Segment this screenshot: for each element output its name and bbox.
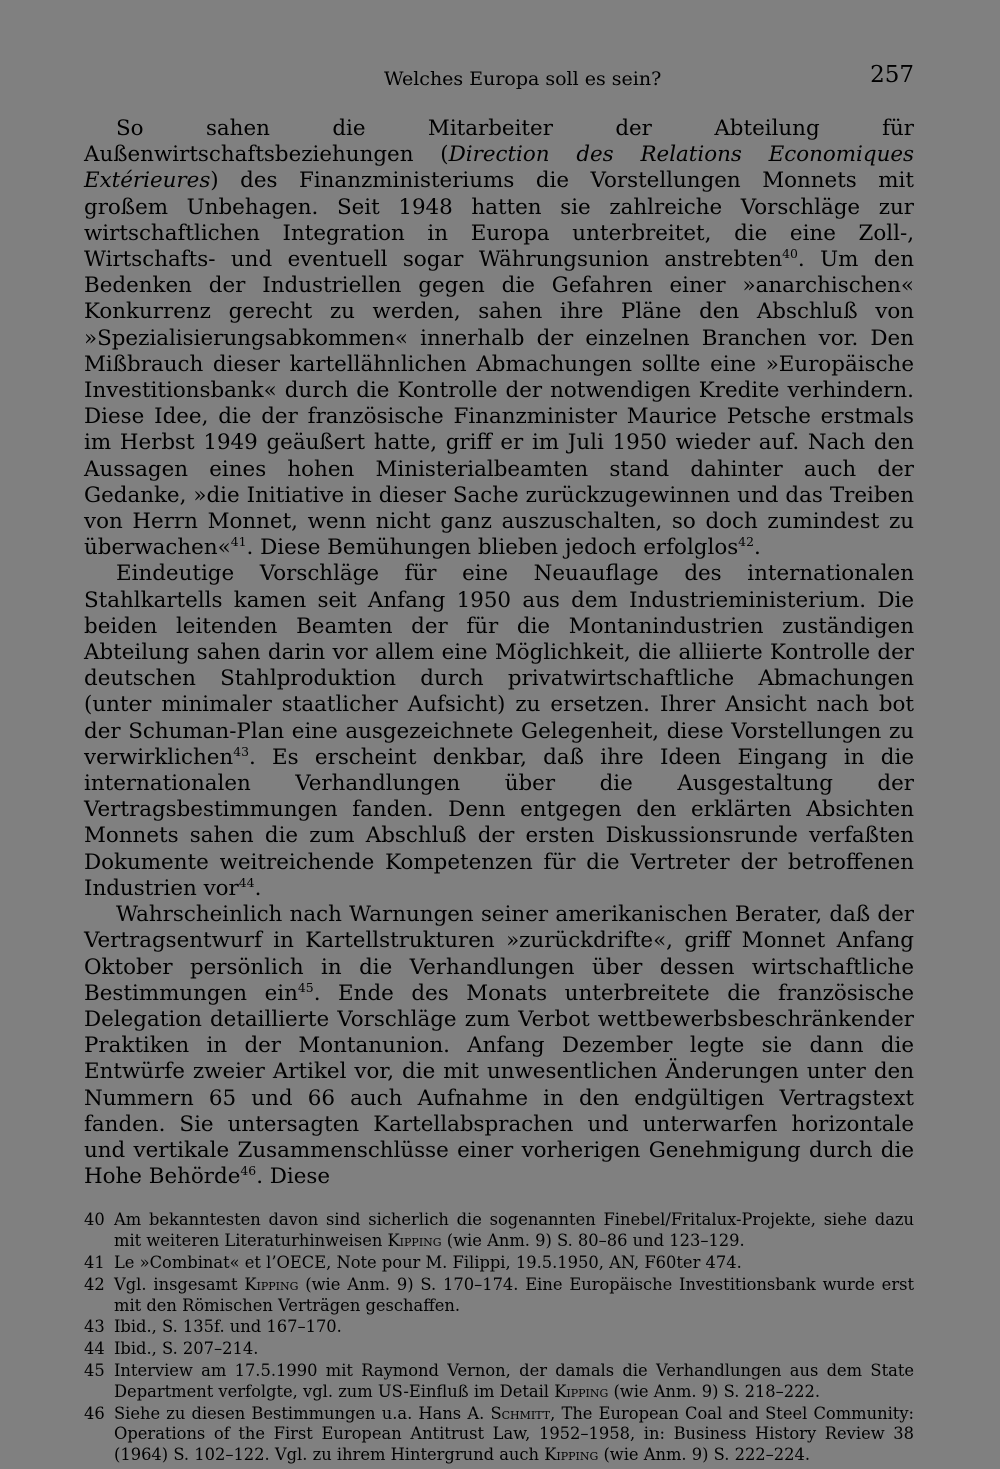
footnote <box>84 1253 914 1274</box>
footnote <box>84 1339 914 1360</box>
author-name: Kipping <box>544 1445 599 1465</box>
footnotes <box>84 1210 914 1466</box>
footnote-number: 42 <box>84 1274 105 1294</box>
italic-text: Direction des Relations Economiques Extérieures <box>84 142 915 194</box>
text-run: , The European Coal and Steel Community: Operations of the First European Antitrust Law, 1952–1958, in: Business History Review 38 (1964) S. 102–122. Vgl. zu ihrem Hintergrund auch <box>114 1403 915 1465</box>
text-run: (wie Anm. 9) S. 222–224. <box>598 1445 811 1465</box>
running-head-title: Welches Europa soll es sein? <box>384 68 662 90</box>
footnote-text <box>114 1253 914 1274</box>
text-run: . Diese <box>256 1164 331 1190</box>
text-run: . Diese Bemühungen blieben jedoch erfolglos <box>246 535 739 561</box>
text-run: Vgl. insgesamt <box>114 1274 245 1294</box>
footnote-text <box>114 1361 914 1403</box>
paragraph <box>84 902 914 1190</box>
text-run: Siehe zu diesen Bestimmungen u.a. Hans A. <box>114 1403 491 1423</box>
footnote <box>84 1210 914 1252</box>
author-name: Kipping <box>554 1381 609 1401</box>
footnote <box>84 1404 914 1466</box>
footnote-text <box>114 1404 914 1466</box>
author-name: Kipping <box>387 1231 442 1251</box>
text-run: . Um den Bedenken der Industriellen gegen die Gefahren einer »anarchischen« Konkurrenz gerecht zu werden, sahen ihre Pläne den Abschluß von »Spezialisierungsabkommen« innerhalb der einzelnen Branchen vor. Den Mißbrauch dieser kartellähnlichen Abmachungen sollte eine »Europäische Investitionsbank« durch die Kontrolle der notwendigen Kredite verhindern. Diese Idee, die der französische Finanzminister Maurice Petsche erstmals im Herbst 1949 geäußert hatte, griff er im Juli 1950 wieder auf. Nach den Aussagen eines hohen Ministerialbeamten stand dahinter auch der Gedanke, »die Initiative in dieser Sache zurückzugewinnen und das Treiben von Herrn Monnet, wenn nicht ganz auszuschalten, so doch zumindest zu überwachen« <box>84 247 914 561</box>
text-run: . Es erscheint denkbar, daß ihre Ideen Eingang in die internationalen Verhandlungen über die Ausgestaltung der Vertragsbestimmungen fanden. Denn entgegen den erklärten Absichten Monnets sahen die zum Abschluß der ersten Diskussionsrunde verfaßten Dokumente weitreichende Kompetenzen für die Vertreter der betroffenen Industrien vor <box>84 744 914 901</box>
footnote-reference: 44 <box>238 874 255 890</box>
body-text <box>84 116 914 1190</box>
text-run: (wie Anm. 9) S. 170–174. Eine Europäische Investitionsbank wurde erst mit den Römischen Verträgen geschaffen. <box>114 1274 914 1315</box>
text-run: Wahrscheinlich nach Warnungen seiner amerikanischen Berater, daß der Vertragsentwurf in Kartellstrukturen »zurückdrifte«, griff Monnet Anfang Oktober persönlich in die Verhandlungen über dessen wirtschaftliche Bestimmungen ein <box>84 902 914 1006</box>
footnote-reference: 41 <box>230 534 247 550</box>
text-run: . <box>254 875 262 901</box>
text-run: Am bekanntesten davon sind sicherlich die sogenannten Finebel/Fritalux-Projekte, siehe dazu mit weiteren Literaturhinweisen <box>114 1210 914 1251</box>
paragraph <box>84 116 914 561</box>
author-name: Schmitt <box>490 1403 551 1423</box>
paragraph <box>84 561 914 902</box>
footnote-text <box>114 1275 914 1317</box>
footnote-number: 44 <box>84 1339 105 1359</box>
text-run: Le »Combinat« et l’OECE, Note pour M. Filippi, 19.5.1950, AN, F60ter 474. <box>114 1252 742 1272</box>
text-run: . <box>753 535 761 561</box>
footnote <box>84 1275 914 1317</box>
footnote-reference: 43 <box>233 743 249 759</box>
footnote-number: 41 <box>84 1252 105 1272</box>
footnote-number: 43 <box>84 1317 105 1337</box>
running-head <box>84 62 914 96</box>
footnote-number: 46 <box>84 1403 105 1423</box>
footnote-number: 45 <box>84 1360 105 1380</box>
footnote-text <box>114 1317 914 1338</box>
footnote-reference: 42 <box>738 534 754 550</box>
text-run: Eindeutige Vorschläge für eine Neuauflage des internationalen Stahlkartells kamen seit Anfang 1950 aus dem Industrieministerium. Die beiden leitenden Beamten der für die Montanindustrien zuständigen Abteilung sahen darin vor allem eine Möglichkeit, die alliierte Kontrolle der deutschen Stahlproduktion durch privatwirtschaftliche Abmachungen (unter minimaler staatlicher Aufsicht) zu ersetzen. Ihrer Ansicht nach bot der Schuman-Plan eine ausgezeichnete Gelegenheit, diese Vorstellungen zu verwirklichen <box>84 561 914 770</box>
text-run: So sahen die Mitarbeiter der Abteilung für Außenwirtschaftsbeziehungen ( <box>84 116 914 168</box>
author-name: Kipping <box>244 1274 299 1294</box>
footnote-reference: 45 <box>297 979 314 995</box>
page-number: 257 <box>870 62 914 88</box>
book-page <box>84 62 914 1467</box>
text-run: (wie Anm. 9) S. 80–86 und 123–129. <box>441 1231 745 1251</box>
footnote <box>84 1317 914 1338</box>
footnote-reference: 40 <box>782 245 798 261</box>
text-run: (wie Anm. 9) S. 218–222. <box>608 1381 821 1401</box>
footnote-reference: 46 <box>240 1163 257 1178</box>
text-run: . Ende des Monats unterbreitete die französische Delegation detaillierte Vorschläge zum Verbot wettbewerbsbeschränkender Praktiken in der Montanunion. Anfang Dezember legte sie dann die Entwürfe zweier Artikel vor, die mit unwesentlichen Änderungen unter den Nummern 65 und 66 auch Aufnahme in den endgültigen Vertragstext fanden. Sie untersagten Kartellabsprachen und unterwarfen horizontale und vertikale Zusammenschlüsse einer vorherigen Genehmigung durch die Hohe Behörde <box>84 980 914 1190</box>
footnote-text <box>114 1339 914 1360</box>
footnote <box>84 1361 914 1403</box>
text-run: Ibid., S. 135f. und 167–170. <box>114 1317 342 1337</box>
text-run: Ibid., S. 207–214. <box>114 1339 259 1359</box>
text-run: Interview am 17.5.1990 mit Raymond Vernon, der damals die Verhandlungen aus dem State Department verfolgte, vgl. zum US-Einfluß im Detail <box>114 1360 914 1401</box>
footnote-text <box>114 1210 914 1252</box>
text-run: ) des Finanzministeriums die Vorstellungen Monnets mit großem Unbehagen. Seit 1948 hatten sie zahlreiche Vorschläge zur wirtschaftlichen Integration in Europa unterbreitet, die eine Zoll-, Wirtschafts- und eventuell sogar Währungsunion anstrebten <box>84 168 914 273</box>
footnote-number: 40 <box>84 1210 105 1230</box>
